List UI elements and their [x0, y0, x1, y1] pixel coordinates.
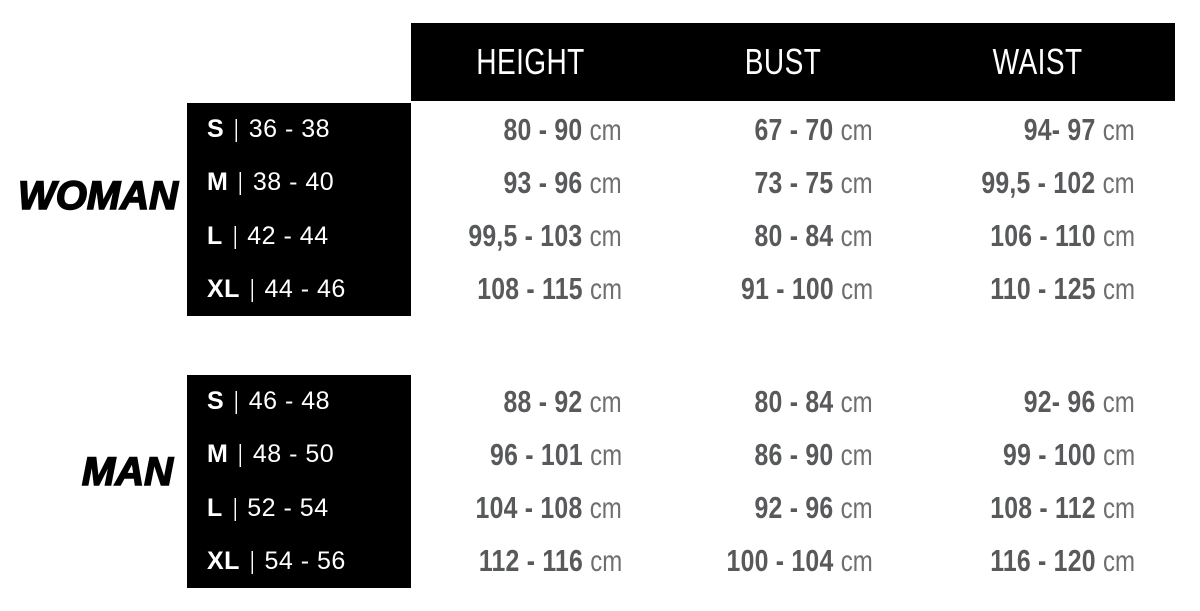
- woman-m-bust-cell: [650, 164, 900, 200]
- man-xl-height-cell: [411, 545, 650, 577]
- man-m-waist-cell: [900, 436, 1175, 472]
- unit-label: cm: [841, 113, 873, 147]
- woman-s-height-cell: [411, 111, 650, 147]
- woman-xl-height-cell: [411, 273, 650, 305]
- woman-xl-bust-cell: [650, 273, 900, 305]
- unit-label: cm: [1103, 113, 1135, 147]
- unit-label: cm: [1103, 273, 1135, 307]
- value: 80 - 84: [754, 383, 834, 419]
- unit-label: cm: [841, 220, 873, 254]
- unit-label: cm: [1103, 385, 1135, 419]
- value: 100 - 104: [726, 543, 834, 579]
- unit-label: cm: [1103, 492, 1135, 526]
- column-header-bust-label: BUST: [744, 41, 822, 82]
- value: 92- 96: [1024, 383, 1096, 419]
- value: 108 - 112: [990, 490, 1096, 526]
- value: 116 - 120: [990, 543, 1096, 579]
- value: 73 - 75: [754, 164, 834, 200]
- man-size-box: [187, 375, 411, 588]
- column-header-height: [411, 41, 650, 82]
- section-label-man: MAN: [81, 450, 173, 494]
- size-separator: |: [234, 115, 239, 144]
- man-size-row-l: [187, 493, 411, 522]
- woman-values-grid: [411, 103, 1175, 316]
- value: 67 - 70: [754, 111, 834, 147]
- size-letter: L: [207, 493, 223, 522]
- column-header-bust: [658, 41, 908, 82]
- unit-label: cm: [841, 273, 873, 307]
- woman-size-row-m: [187, 170, 411, 195]
- man-xl-waist-cell: [900, 545, 1175, 577]
- size-letter: S: [207, 387, 225, 416]
- size-separator: |: [238, 440, 243, 469]
- size-letter: M: [207, 168, 229, 197]
- value: 92 - 96: [754, 490, 834, 526]
- value: 99 - 100: [1002, 436, 1096, 472]
- value: 80 - 90: [503, 111, 583, 147]
- size-letter: L: [207, 221, 223, 250]
- size-range: 54 - 56: [264, 546, 346, 575]
- section-label-woman: WOMAN: [18, 174, 178, 218]
- size-letter: XL: [207, 274, 240, 303]
- unit-label: cm: [590, 220, 622, 254]
- size-separator: |: [232, 221, 238, 250]
- size-separator: |: [234, 387, 239, 416]
- value: 110 - 125: [990, 271, 1096, 307]
- unit-label: cm: [590, 113, 622, 147]
- unit-label: cm: [590, 492, 622, 526]
- man-size-row-s: [187, 389, 411, 414]
- value: 112 - 116: [478, 543, 583, 579]
- woman-size-box: [187, 103, 411, 316]
- man-l-bust-cell: [650, 492, 900, 524]
- unit-label: cm: [841, 166, 873, 200]
- woman-l-bust-cell: [650, 220, 900, 252]
- value: 80 - 84: [754, 218, 834, 254]
- woman-m-height-cell: [411, 164, 650, 200]
- value: 91 - 100: [740, 271, 834, 307]
- value: 99,5 - 102: [981, 164, 1096, 200]
- man-l-height-cell: [411, 492, 650, 524]
- unit-label: cm: [590, 385, 622, 419]
- column-header-waist: [900, 41, 1175, 82]
- size-range: 36 - 38: [248, 115, 331, 144]
- value: 86 - 90: [754, 436, 834, 472]
- man-size-row-xl: [187, 546, 411, 575]
- size-range: 52 - 54: [247, 493, 329, 522]
- woman-size-row-s: [187, 117, 411, 142]
- size-separator: |: [238, 168, 243, 197]
- unit-label: cm: [1103, 166, 1135, 200]
- woman-xl-waist-cell: [900, 273, 1175, 305]
- value: 106 - 110: [990, 218, 1096, 254]
- size-separator: |: [249, 546, 255, 575]
- column-header-height-label: HEIGHT: [476, 41, 585, 82]
- size-range: 46 - 48: [248, 387, 331, 416]
- column-header-waist-label: WAIST: [992, 41, 1083, 82]
- unit-label: cm: [590, 545, 622, 579]
- man-m-bust-cell: [650, 436, 900, 472]
- value: 94- 97: [1024, 111, 1096, 147]
- man-l-waist-cell: [900, 492, 1175, 524]
- value: 96 - 101: [489, 436, 583, 472]
- size-letter: M: [207, 440, 229, 469]
- woman-size-row-xl: [187, 274, 411, 303]
- man-s-bust-cell: [650, 383, 900, 419]
- woman-m-waist-cell: [900, 164, 1175, 200]
- size-range: 48 - 50: [252, 440, 335, 469]
- value: 93 - 96: [503, 164, 583, 200]
- unit-label: cm: [1103, 220, 1135, 254]
- value: 88 - 92: [503, 383, 583, 419]
- woman-l-waist-cell: [900, 220, 1175, 252]
- woman-l-height-cell: [411, 220, 650, 252]
- size-letter: XL: [207, 546, 240, 575]
- size-letter: S: [207, 115, 225, 144]
- column-header-bar: [411, 23, 1175, 101]
- woman-s-bust-cell: [650, 111, 900, 147]
- value: 99,5 - 103: [468, 218, 583, 254]
- value: 108 - 115: [477, 271, 583, 307]
- size-separator: |: [232, 493, 238, 522]
- woman-size-row-l: [187, 221, 411, 250]
- man-s-waist-cell: [900, 383, 1175, 419]
- unit-label: cm: [841, 385, 873, 419]
- unit-label: cm: [590, 438, 622, 472]
- man-m-height-cell: [411, 436, 650, 472]
- size-range: 42 - 44: [247, 221, 329, 250]
- unit-label: cm: [1103, 545, 1135, 579]
- unit-label: cm: [841, 492, 873, 526]
- size-separator: |: [249, 274, 255, 303]
- man-s-height-cell: [411, 383, 650, 419]
- size-range: 38 - 40: [252, 168, 335, 197]
- unit-label: cm: [841, 438, 873, 472]
- unit-label: cm: [1103, 438, 1135, 472]
- man-size-row-m: [187, 442, 411, 467]
- value: 104 - 108: [475, 490, 583, 526]
- size-range: 44 - 46: [264, 274, 346, 303]
- man-values-grid: [411, 375, 1175, 588]
- unit-label: cm: [590, 273, 622, 307]
- man-xl-bust-cell: [650, 545, 900, 577]
- woman-s-waist-cell: [900, 111, 1175, 147]
- unit-label: cm: [841, 545, 873, 579]
- unit-label: cm: [590, 166, 622, 200]
